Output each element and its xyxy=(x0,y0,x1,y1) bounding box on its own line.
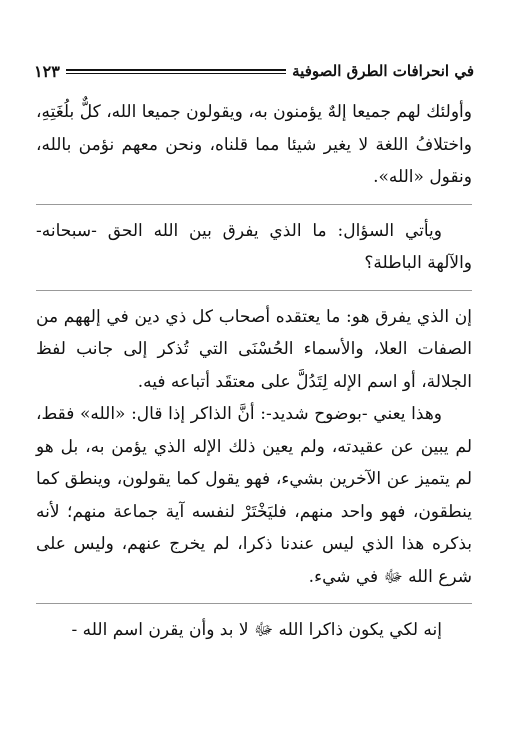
paragraph-2: ويأتي السؤال: ما الذي يفرق بين الله الحق -سبحانه- والآلهة الباطلة؟ xyxy=(36,220,472,273)
paragraph-3: إن الذي يفرق هو: ما يعتقده أصحاب كل ذي دين في إلههم من الصفات العلا، والأسماء الحُسْنَى التي تُذكر إلى جانب لفظ الجلالة، أو اسم الإله لِتَدُلَّ على معتقَد أتباعه فيه. xyxy=(36,306,472,392)
page-body xyxy=(36,96,472,647)
paragraph-divider xyxy=(36,204,472,205)
page-number: ١٢٣ xyxy=(34,61,60,81)
header-title: في انحرافات الطرق الصوفية xyxy=(292,62,474,80)
paragraph-divider xyxy=(36,290,472,291)
running-header xyxy=(34,60,474,82)
paragraph-5: إنه لكي يكون ذاكرا الله ﷻ لا بد وأن يقرن اسم الله - xyxy=(71,620,442,640)
paragraph-divider xyxy=(36,603,472,604)
header-rule xyxy=(66,69,286,74)
paragraph-1: وأولئك لهم جميعا إلهٌ يؤمنون به، ويقولون جميعا الله، كلٌّ بلُغَتِهِ، واختلافُ اللغة لا يغير شيئا مما قلناه، ونحن معهم نؤمن بالله، ونقول «الله». xyxy=(36,102,472,187)
paragraph-4: وهذا يعني -بوضوح شديد-: أنَّ الذاكر إذا قال: «الله» فقط، لم يبين عن عقيدته، ولم يعين ذلك الإله الذي يؤمن به، بل هو لم يتميز عن الآخرين بشيء، فهو يقول كما يقولون، وينطق كما ينطقون، فهو واحد منهم، فليَخْتَرْ لنفسه آية جماعة منهم؛ لأنه بذكره هذا الذي ليس عندنا ذكرا، لم يخرج عنهم، وليس على شرع الله ﷻ في شيء. xyxy=(36,404,472,587)
